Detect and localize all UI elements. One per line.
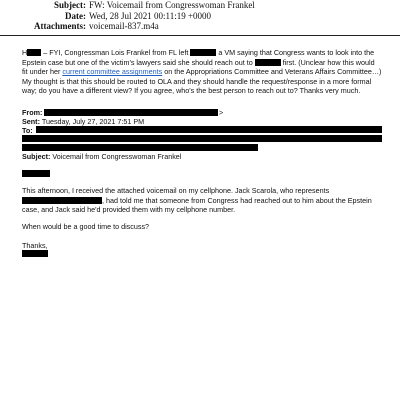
paragraph-voicemail: [22, 186, 382, 215]
paragraph-intro: [22, 48, 382, 96]
forward-subject-row: [22, 152, 181, 161]
redaction-block: [22, 197, 102, 204]
sent-label: Sent:: [22, 117, 40, 126]
greeting-text: H: [22, 48, 28, 57]
forward-to-row: [22, 126, 33, 135]
committee-assignments-link[interactable]: current committee assignments: [62, 67, 163, 76]
to-label: To:: [22, 126, 33, 135]
email-header: [28, 0, 388, 32]
sent-value: Tuesday, July 27, 2021 7:51 PM: [41, 117, 145, 126]
from-label: From:: [22, 108, 43, 117]
redaction-block: [44, 109, 218, 116]
date-value: Wed, 28 Jul 2021 00:11:19 +0000: [89, 10, 212, 21]
redaction-block: [255, 59, 281, 66]
subject-label: Subject:: [54, 0, 86, 10]
intro-text: on the Appropriations Committee and Veterans Affairs Committee…) My thought is that this should be routed to OLA and they should handle the request/response in a more formal way; do you have a different view? If you agree, who's the best person to reach out to? Thanks very much.: [22, 67, 382, 95]
date-label: Date:: [65, 10, 86, 21]
header-divider: [0, 35, 400, 36]
attachments-row: [28, 21, 388, 32]
redaction-block: [22, 170, 50, 177]
forward-subject-label: Subject:: [22, 152, 51, 161]
signoff-text: Thanks,: [22, 241, 48, 250]
redaction-block: [22, 144, 258, 151]
redaction-block: [36, 126, 382, 133]
voicemail-text: This afternoon, I received the attached voicemail on my cellphone. Jack Scarola, who represents: [22, 186, 330, 195]
intro-text: a VM saying that Congress wants to look into the Epstein case but one of the victim's lawyers said she should reach out to: [22, 48, 375, 67]
date-row: [28, 11, 388, 22]
redaction-block: [22, 135, 382, 142]
intro-text: – FYI, Congressman Lois Frankel from FL left: [41, 48, 189, 57]
from-tail: >: [219, 108, 224, 117]
attachment-link[interactable]: voicemail-837.m4a: [89, 21, 159, 31]
redaction-block: [22, 250, 48, 257]
attachments-label: Attachments:: [34, 21, 86, 31]
forward-sent-row: [22, 117, 144, 126]
voicemail-text: , had told me that someone from Congress had reached out to him about the Epstein case, and Jack said he'd provided them with my cellphone number.: [22, 195, 372, 214]
subject-value: FW: Voicemail from Congresswoman Frankel: [89, 0, 255, 10]
subject-row: [28, 0, 388, 11]
redaction-block: [27, 49, 41, 56]
forward-from-row: [22, 108, 42, 117]
forward-subject-value: Voicemail from Congresswoman Frankel: [52, 152, 182, 161]
redaction-block: [190, 49, 216, 56]
paragraph-question: When would be a good time to discuss?: [22, 222, 150, 231]
intro-text: first. (Unclear how this would fit under her: [22, 57, 375, 76]
